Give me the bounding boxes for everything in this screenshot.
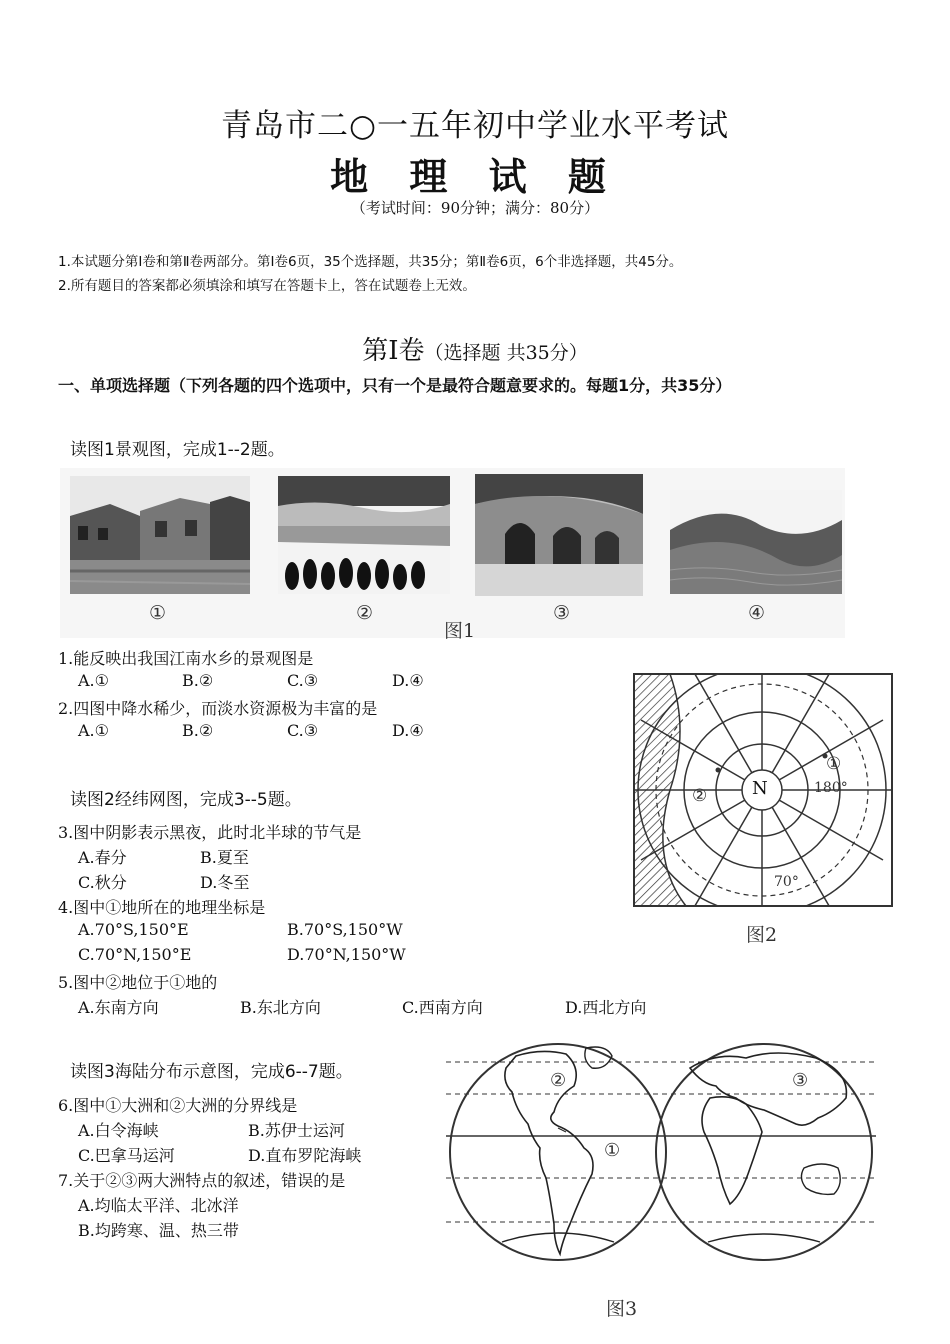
continent-label-1: ①	[604, 1140, 621, 1161]
photo-cave-dwelling	[475, 474, 643, 596]
continent-label-2: ②	[550, 1070, 567, 1091]
subject-title: 地 理 试 题	[330, 154, 620, 199]
q2-option-a: A.①	[78, 721, 109, 740]
question-4-stem: 4.图中①地所在的地理坐标是	[58, 898, 266, 917]
point-2-label: ②	[692, 786, 708, 806]
question-3-stem: 3.图中阴影表示黑夜，此时北半球的节气是	[58, 823, 362, 842]
figure-1-caption: 图1	[444, 620, 476, 642]
q5-option-d: D.西北方向	[565, 998, 647, 1017]
exam-title: 青岛市二○一五年初中学业水平考试	[220, 108, 730, 144]
question-2-stem: 2.四图中降水稀少，而淡水资源极为丰富的是	[58, 699, 378, 718]
north-pole-label: N	[752, 778, 768, 799]
q2-option-c: C.③	[287, 721, 319, 740]
figure-2	[630, 670, 898, 946]
question-1-stem: 1.能反映出我国江南水乡的景观图是	[58, 649, 314, 668]
photo-penguins	[278, 476, 450, 594]
read-instruction-2: 读图2经纬网图，完成3--5题。	[70, 790, 302, 810]
q1-option-a: A.①	[78, 671, 109, 690]
question-7-stem: 7.关于②③两大洲特点的叙述，错误的是	[58, 1171, 346, 1190]
figure-2-caption: 图2	[746, 924, 778, 946]
photo-label-4: ④	[748, 602, 766, 624]
part-one-heading: 一、单项选择题（下列各题的四个选项中，只有一个是最符合题意要求的。每题1分，共35分）	[58, 376, 732, 395]
hemisphere-map	[446, 1028, 876, 1280]
q6-option-b: B.苏伊士运河	[248, 1121, 345, 1140]
question-6-stem: 6.图中①大洲和②大洲的分界线是	[58, 1096, 298, 1115]
q4-option-b: B.70°S,150°W	[287, 920, 403, 939]
photo-label-2: ②	[356, 602, 374, 624]
exam-info: （考试时间：90分钟；满分：80分）	[350, 199, 600, 217]
q5-option-b: B.东北方向	[240, 998, 321, 1017]
section-title: 第Ⅰ卷	[362, 336, 425, 366]
q6-option-a: A.白令海峡	[78, 1121, 159, 1140]
read-instruction-1: 读图1景观图，完成1--2题。	[70, 440, 285, 460]
note-2: 2.所有题目的答案都必须填涂和填写在答题卡上，答在试题卷上无效。	[58, 278, 476, 294]
q6-option-d: D.直布罗陀海峡	[248, 1146, 362, 1165]
section-heading	[0, 330, 950, 367]
photo-label-3: ③	[553, 602, 571, 624]
photo-label-1: ①	[149, 602, 167, 624]
read-instruction-3: 读图3海陆分布示意图，完成6--7题。	[70, 1062, 353, 1082]
q2-option-d: D.④	[392, 721, 424, 740]
q1-option-b: B.②	[182, 671, 214, 690]
photo-desert	[670, 490, 842, 594]
q3-option-a: A.春分	[78, 848, 127, 867]
latitude-70-label: 70°	[774, 874, 799, 890]
photo-water-town	[70, 476, 250, 594]
continent-label-3: ③	[792, 1070, 809, 1091]
point-1-label: ①	[826, 754, 842, 774]
question-5-stem: 5.图中②地位于①地的	[58, 973, 218, 992]
q4-option-d: D.70°N,150°W	[287, 945, 406, 964]
q2-option-b: B.②	[182, 721, 214, 740]
q5-option-c: C.西南方向	[402, 998, 483, 1017]
q4-option-c: C.70°N,150°E	[78, 945, 192, 964]
q5-option-a: A.东南方向	[78, 998, 159, 1017]
q3-option-b: B.夏至	[200, 848, 249, 867]
figure-3	[446, 1028, 876, 1328]
q7-option-a: A.均临太平洋、北冰洋	[78, 1196, 239, 1215]
q1-option-c: C.③	[287, 671, 319, 690]
q3-option-c: C.秋分	[78, 873, 127, 892]
figure-3-caption: 图3	[606, 1298, 638, 1320]
section-subtitle: （选择题 共35分）	[424, 342, 588, 364]
longitude-180-label: 180°	[814, 780, 848, 796]
figure-1	[60, 468, 845, 642]
q7-option-b: B.均跨寒、温、热三带	[78, 1221, 239, 1240]
q6-option-c: C.巴拿马运河	[78, 1146, 175, 1165]
note-1: 1.本试题分第Ⅰ卷和第Ⅱ卷两部分。第Ⅰ卷6页，35个选择题，共35分；第Ⅱ卷6页，6个非选择题，共45分。	[58, 254, 683, 270]
q1-option-d: D.④	[392, 671, 424, 690]
q3-option-d: D.冬至	[200, 873, 250, 892]
q4-option-a: A.70°S,150°E	[78, 920, 189, 939]
